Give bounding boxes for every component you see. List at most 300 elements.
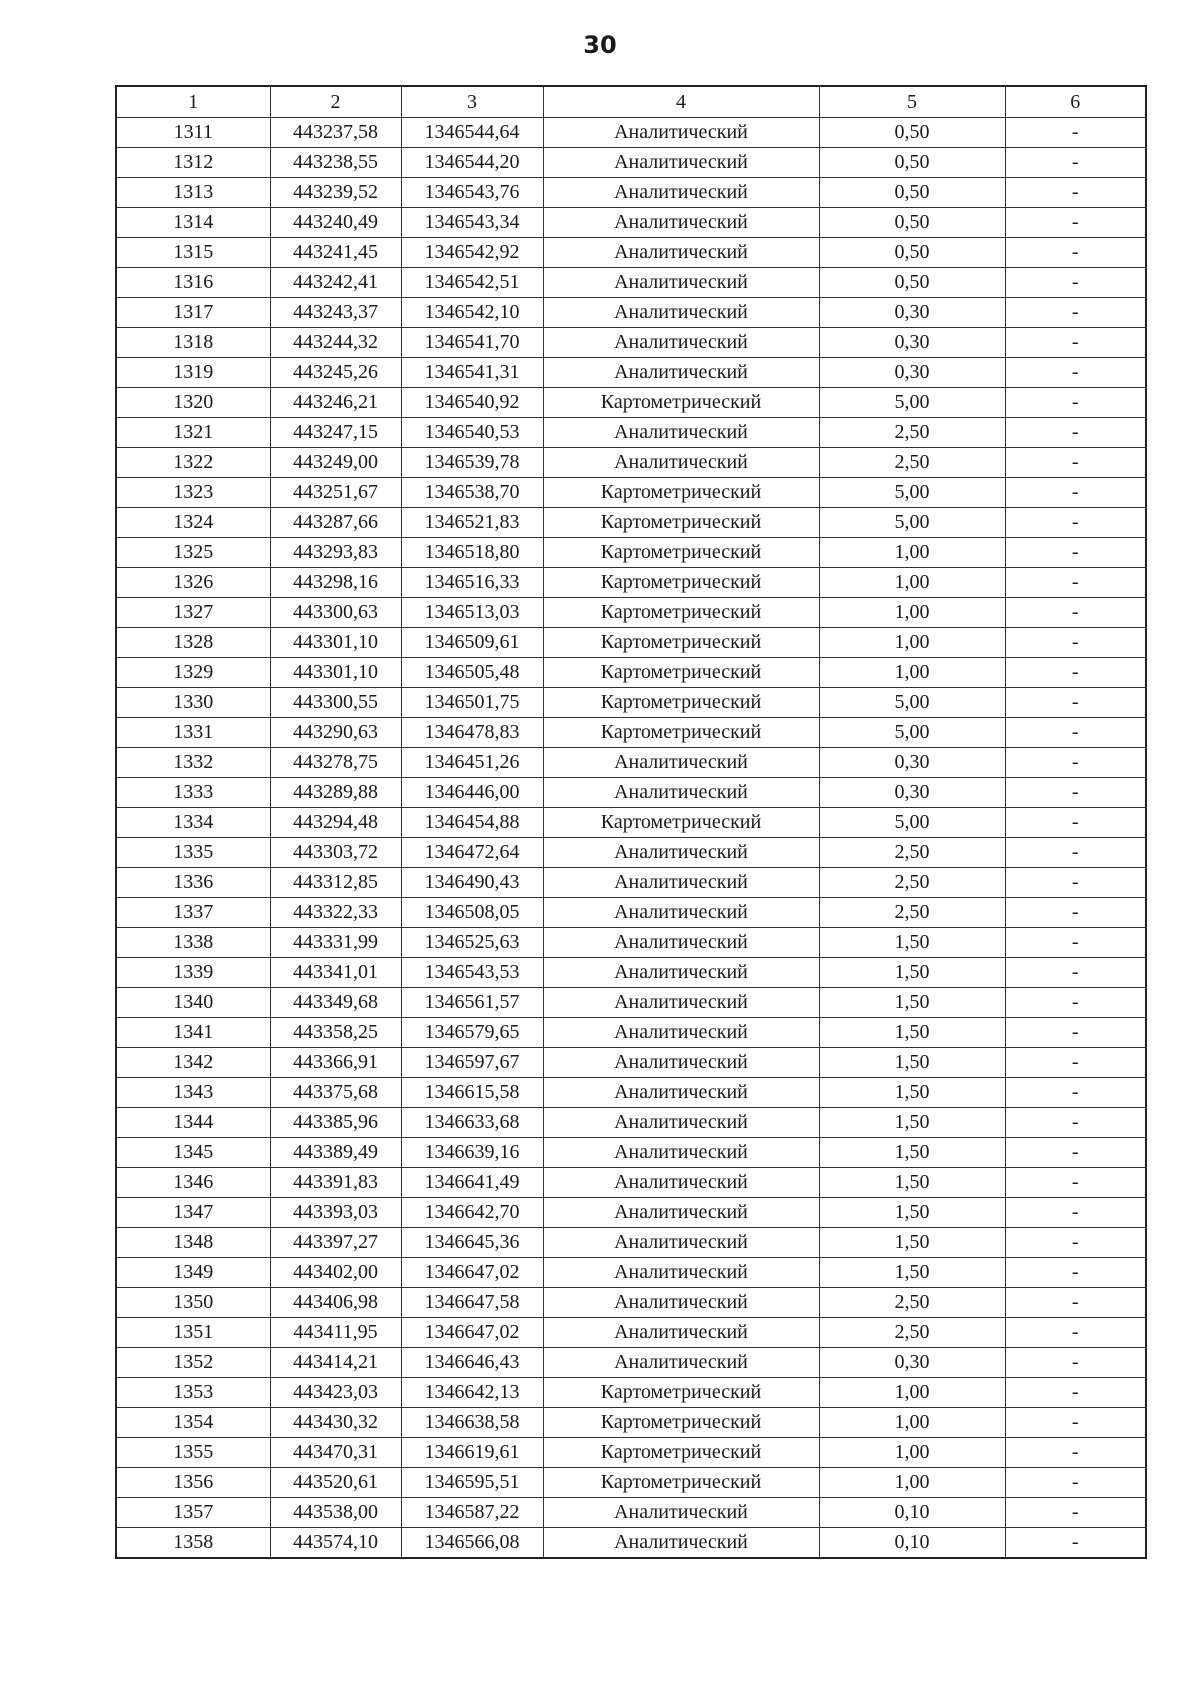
- note-cell: -: [1005, 1348, 1146, 1378]
- method-cell: Аналитический: [543, 1138, 819, 1168]
- y-coordinate-cell: 1346490,43: [401, 868, 543, 898]
- y-coordinate-cell: 1346642,13: [401, 1378, 543, 1408]
- table-row: [116, 1228, 1146, 1258]
- accuracy-cell: 2,50: [819, 418, 1005, 448]
- note-cell: -: [1005, 118, 1146, 148]
- note-cell: -: [1005, 748, 1146, 778]
- x-coordinate-cell: 443423,03: [270, 1378, 401, 1408]
- note-cell: -: [1005, 628, 1146, 658]
- accuracy-cell: 2,50: [819, 1318, 1005, 1348]
- accuracy-cell: 0,30: [819, 328, 1005, 358]
- table-row: [116, 448, 1146, 478]
- note-cell: -: [1005, 838, 1146, 868]
- point-number-cell: 1339: [116, 958, 270, 988]
- x-coordinate-cell: 443303,72: [270, 838, 401, 868]
- x-coordinate-cell: 443322,33: [270, 898, 401, 928]
- note-cell: -: [1005, 1108, 1146, 1138]
- accuracy-cell: 0,30: [819, 778, 1005, 808]
- method-cell: Картометрический: [543, 718, 819, 748]
- note-cell: -: [1005, 808, 1146, 838]
- method-cell: Аналитический: [543, 1048, 819, 1078]
- table-row: [116, 1408, 1146, 1438]
- accuracy-cell: 1,00: [819, 1438, 1005, 1468]
- method-cell: Картометрический: [543, 478, 819, 508]
- table-row: [116, 568, 1146, 598]
- accuracy-cell: 0,50: [819, 208, 1005, 238]
- x-coordinate-cell: 443251,67: [270, 478, 401, 508]
- table-row: [116, 898, 1146, 928]
- method-cell: Картометрический: [543, 658, 819, 688]
- point-number-cell: 1341: [116, 1018, 270, 1048]
- column-header-2: 2: [270, 86, 401, 118]
- point-number-cell: 1352: [116, 1348, 270, 1378]
- y-coordinate-cell: 1346521,83: [401, 508, 543, 538]
- accuracy-cell: 1,50: [819, 928, 1005, 958]
- x-coordinate-cell: 443290,63: [270, 718, 401, 748]
- x-coordinate-cell: 443397,27: [270, 1228, 401, 1258]
- y-coordinate-cell: 1346645,36: [401, 1228, 543, 1258]
- accuracy-cell: 0,30: [819, 358, 1005, 388]
- table-row: [116, 868, 1146, 898]
- accuracy-cell: 1,50: [819, 1048, 1005, 1078]
- x-coordinate-cell: 443391,83: [270, 1168, 401, 1198]
- note-cell: -: [1005, 1138, 1146, 1168]
- x-coordinate-cell: 443574,10: [270, 1528, 401, 1559]
- x-coordinate-cell: 443240,49: [270, 208, 401, 238]
- note-cell: -: [1005, 1198, 1146, 1228]
- table-row: [116, 628, 1146, 658]
- point-number-cell: 1314: [116, 208, 270, 238]
- point-number-cell: 1354: [116, 1408, 270, 1438]
- x-coordinate-cell: 443244,32: [270, 328, 401, 358]
- accuracy-cell: 1,50: [819, 1228, 1005, 1258]
- note-cell: -: [1005, 988, 1146, 1018]
- header-row: [116, 86, 1146, 118]
- method-cell: Картометрический: [543, 1438, 819, 1468]
- point-number-cell: 1315: [116, 238, 270, 268]
- x-coordinate-cell: 443414,21: [270, 1348, 401, 1378]
- y-coordinate-cell: 1346646,43: [401, 1348, 543, 1378]
- method-cell: Картометрический: [543, 808, 819, 838]
- accuracy-cell: 1,00: [819, 568, 1005, 598]
- point-number-cell: 1316: [116, 268, 270, 298]
- note-cell: -: [1005, 388, 1146, 418]
- table-row: [116, 1048, 1146, 1078]
- point-number-cell: 1345: [116, 1138, 270, 1168]
- note-cell: -: [1005, 568, 1146, 598]
- y-coordinate-cell: 1346597,67: [401, 1048, 543, 1078]
- note-cell: -: [1005, 448, 1146, 478]
- point-number-cell: 1338: [116, 928, 270, 958]
- table-row: [116, 1438, 1146, 1468]
- method-cell: Аналитический: [543, 178, 819, 208]
- x-coordinate-cell: 443298,16: [270, 568, 401, 598]
- accuracy-cell: 1,50: [819, 1078, 1005, 1108]
- point-number-cell: 1322: [116, 448, 270, 478]
- accuracy-cell: 1,00: [819, 628, 1005, 658]
- x-coordinate-cell: 443301,10: [270, 658, 401, 688]
- note-cell: -: [1005, 148, 1146, 178]
- accuracy-cell: 2,50: [819, 898, 1005, 928]
- page-number: 30: [583, 31, 617, 59]
- y-coordinate-cell: 1346513,03: [401, 598, 543, 628]
- accuracy-cell: 1,50: [819, 1198, 1005, 1228]
- note-cell: -: [1005, 298, 1146, 328]
- note-cell: -: [1005, 508, 1146, 538]
- note-cell: -: [1005, 1318, 1146, 1348]
- note-cell: -: [1005, 928, 1146, 958]
- point-number-cell: 1351: [116, 1318, 270, 1348]
- point-number-cell: 1324: [116, 508, 270, 538]
- note-cell: -: [1005, 1078, 1146, 1108]
- point-number-cell: 1327: [116, 598, 270, 628]
- x-coordinate-cell: 443349,68: [270, 988, 401, 1018]
- table-header: [116, 86, 1146, 118]
- x-coordinate-cell: 443385,96: [270, 1108, 401, 1138]
- accuracy-cell: 1,50: [819, 1138, 1005, 1168]
- point-number-cell: 1329: [116, 658, 270, 688]
- method-cell: Аналитический: [543, 118, 819, 148]
- note-cell: -: [1005, 718, 1146, 748]
- note-cell: -: [1005, 1438, 1146, 1468]
- column-header-1: 1: [116, 86, 270, 118]
- x-coordinate-cell: 443430,32: [270, 1408, 401, 1438]
- method-cell: Аналитический: [543, 1018, 819, 1048]
- y-coordinate-cell: 1346446,00: [401, 778, 543, 808]
- x-coordinate-cell: 443242,41: [270, 268, 401, 298]
- point-number-cell: 1330: [116, 688, 270, 718]
- note-cell: -: [1005, 208, 1146, 238]
- point-number-cell: 1336: [116, 868, 270, 898]
- table-row: [116, 808, 1146, 838]
- accuracy-cell: 0,30: [819, 298, 1005, 328]
- table-row: [116, 1198, 1146, 1228]
- table-row: [116, 1348, 1146, 1378]
- method-cell: Аналитический: [543, 208, 819, 238]
- y-coordinate-cell: 1346543,34: [401, 208, 543, 238]
- note-cell: -: [1005, 1378, 1146, 1408]
- accuracy-cell: 0,50: [819, 178, 1005, 208]
- note-cell: -: [1005, 958, 1146, 988]
- y-coordinate-cell: 1346451,26: [401, 748, 543, 778]
- accuracy-cell: 0,50: [819, 148, 1005, 178]
- x-coordinate-cell: 443239,52: [270, 178, 401, 208]
- x-coordinate-cell: 443246,21: [270, 388, 401, 418]
- table-row: [116, 358, 1146, 388]
- accuracy-cell: 5,00: [819, 508, 1005, 538]
- y-coordinate-cell: 1346525,63: [401, 928, 543, 958]
- y-coordinate-cell: 1346541,70: [401, 328, 543, 358]
- x-coordinate-cell: 443301,10: [270, 628, 401, 658]
- point-number-cell: 1337: [116, 898, 270, 928]
- method-cell: Аналитический: [543, 148, 819, 178]
- method-cell: Картометрический: [543, 1408, 819, 1438]
- table-row: [116, 1018, 1146, 1048]
- y-coordinate-cell: 1346647,02: [401, 1258, 543, 1288]
- table-row: [116, 1498, 1146, 1528]
- method-cell: Картометрический: [543, 568, 819, 598]
- point-number-cell: 1318: [116, 328, 270, 358]
- method-cell: Аналитический: [543, 268, 819, 298]
- method-cell: Аналитический: [543, 898, 819, 928]
- table-row: [116, 508, 1146, 538]
- table-row: [116, 148, 1146, 178]
- y-coordinate-cell: 1346579,65: [401, 1018, 543, 1048]
- method-cell: Картометрический: [543, 1378, 819, 1408]
- y-coordinate-cell: 1346642,70: [401, 1198, 543, 1228]
- method-cell: Аналитический: [543, 448, 819, 478]
- accuracy-cell: 1,50: [819, 1018, 1005, 1048]
- point-number-cell: 1342: [116, 1048, 270, 1078]
- note-cell: -: [1005, 1018, 1146, 1048]
- y-coordinate-cell: 1346561,57: [401, 988, 543, 1018]
- accuracy-cell: 1,50: [819, 958, 1005, 988]
- y-coordinate-cell: 1346542,92: [401, 238, 543, 268]
- table-row: [116, 418, 1146, 448]
- note-cell: -: [1005, 778, 1146, 808]
- table-row: [116, 238, 1146, 268]
- method-cell: Аналитический: [543, 868, 819, 898]
- accuracy-cell: 2,50: [819, 1288, 1005, 1318]
- x-coordinate-cell: 443249,00: [270, 448, 401, 478]
- table-row: [116, 1378, 1146, 1408]
- x-coordinate-cell: 443278,75: [270, 748, 401, 778]
- x-coordinate-cell: 443406,98: [270, 1288, 401, 1318]
- y-coordinate-cell: 1346509,61: [401, 628, 543, 658]
- x-coordinate-cell: 443358,25: [270, 1018, 401, 1048]
- x-coordinate-cell: 443237,58: [270, 118, 401, 148]
- accuracy-cell: 1,00: [819, 1408, 1005, 1438]
- column-header-4: 4: [543, 86, 819, 118]
- accuracy-cell: 0,30: [819, 748, 1005, 778]
- point-number-cell: 1333: [116, 778, 270, 808]
- x-coordinate-cell: 443402,00: [270, 1258, 401, 1288]
- y-coordinate-cell: 1346566,08: [401, 1528, 543, 1559]
- method-cell: Картометрический: [543, 538, 819, 568]
- y-coordinate-cell: 1346516,33: [401, 568, 543, 598]
- point-number-cell: 1346: [116, 1168, 270, 1198]
- y-coordinate-cell: 1346478,83: [401, 718, 543, 748]
- y-coordinate-cell: 1346542,51: [401, 268, 543, 298]
- x-coordinate-cell: 443411,95: [270, 1318, 401, 1348]
- y-coordinate-cell: 1346505,48: [401, 658, 543, 688]
- y-coordinate-cell: 1346543,76: [401, 178, 543, 208]
- note-cell: -: [1005, 1408, 1146, 1438]
- x-coordinate-cell: 443331,99: [270, 928, 401, 958]
- point-number-cell: 1350: [116, 1288, 270, 1318]
- note-cell: -: [1005, 868, 1146, 898]
- method-cell: Картометрический: [543, 688, 819, 718]
- method-cell: Аналитический: [543, 1078, 819, 1108]
- method-cell: Аналитический: [543, 1108, 819, 1138]
- table-row: [116, 1318, 1146, 1348]
- table-row: [116, 1138, 1146, 1168]
- point-number-cell: 1326: [116, 568, 270, 598]
- note-cell: -: [1005, 358, 1146, 388]
- table-row: [116, 118, 1146, 148]
- note-cell: -: [1005, 688, 1146, 718]
- table-row: [116, 658, 1146, 688]
- accuracy-cell: 0,10: [819, 1498, 1005, 1528]
- method-cell: Картометрический: [543, 628, 819, 658]
- point-number-cell: 1319: [116, 358, 270, 388]
- table-row: [116, 718, 1146, 748]
- y-coordinate-cell: 1346541,31: [401, 358, 543, 388]
- accuracy-cell: 0,10: [819, 1528, 1005, 1559]
- method-cell: Аналитический: [543, 328, 819, 358]
- note-cell: -: [1005, 1468, 1146, 1498]
- x-coordinate-cell: 443294,48: [270, 808, 401, 838]
- y-coordinate-cell: 1346639,16: [401, 1138, 543, 1168]
- point-number-cell: 1357: [116, 1498, 270, 1528]
- note-cell: -: [1005, 1048, 1146, 1078]
- method-cell: Аналитический: [543, 1348, 819, 1378]
- point-number-cell: 1332: [116, 748, 270, 778]
- point-number-cell: 1321: [116, 418, 270, 448]
- table-row: [116, 1528, 1146, 1559]
- x-coordinate-cell: 443375,68: [270, 1078, 401, 1108]
- x-coordinate-cell: 443243,37: [270, 298, 401, 328]
- accuracy-cell: 1,50: [819, 1258, 1005, 1288]
- table-row: [116, 328, 1146, 358]
- accuracy-cell: 5,00: [819, 688, 1005, 718]
- note-cell: -: [1005, 1228, 1146, 1258]
- point-number-cell: 1312: [116, 148, 270, 178]
- column-header-6: 6: [1005, 86, 1146, 118]
- note-cell: -: [1005, 598, 1146, 628]
- point-number-cell: 1358: [116, 1528, 270, 1559]
- note-cell: -: [1005, 1288, 1146, 1318]
- x-coordinate-cell: 443293,83: [270, 538, 401, 568]
- y-coordinate-cell: 1346619,61: [401, 1438, 543, 1468]
- table-row: [116, 1288, 1146, 1318]
- y-coordinate-cell: 1346543,53: [401, 958, 543, 988]
- y-coordinate-cell: 1346538,70: [401, 478, 543, 508]
- point-number-cell: 1355: [116, 1438, 270, 1468]
- accuracy-cell: 1,50: [819, 1168, 1005, 1198]
- point-number-cell: 1344: [116, 1108, 270, 1138]
- x-coordinate-cell: 443389,49: [270, 1138, 401, 1168]
- accuracy-cell: 0,30: [819, 1348, 1005, 1378]
- point-number-cell: 1353: [116, 1378, 270, 1408]
- x-coordinate-cell: 443245,26: [270, 358, 401, 388]
- accuracy-cell: 5,00: [819, 808, 1005, 838]
- y-coordinate-cell: 1346615,58: [401, 1078, 543, 1108]
- method-cell: Аналитический: [543, 298, 819, 328]
- table-row: [116, 478, 1146, 508]
- method-cell: Аналитический: [543, 1498, 819, 1528]
- x-coordinate-cell: 443312,85: [270, 868, 401, 898]
- accuracy-cell: 1,00: [819, 538, 1005, 568]
- note-cell: -: [1005, 328, 1146, 358]
- method-cell: Аналитический: [543, 1168, 819, 1198]
- table-row: [116, 1078, 1146, 1108]
- column-header-5: 5: [819, 86, 1005, 118]
- table-row: [116, 838, 1146, 868]
- accuracy-cell: 2,50: [819, 868, 1005, 898]
- note-cell: -: [1005, 418, 1146, 448]
- point-number-cell: 1340: [116, 988, 270, 1018]
- table-row: [116, 1258, 1146, 1288]
- y-coordinate-cell: 1346647,58: [401, 1288, 543, 1318]
- method-cell: Аналитический: [543, 1318, 819, 1348]
- coordinates-table: [115, 85, 1147, 1559]
- note-cell: -: [1005, 178, 1146, 208]
- table-row: [116, 958, 1146, 988]
- note-cell: -: [1005, 478, 1146, 508]
- note-cell: -: [1005, 268, 1146, 298]
- accuracy-cell: 1,50: [819, 988, 1005, 1018]
- point-number-cell: 1348: [116, 1228, 270, 1258]
- accuracy-cell: 0,50: [819, 238, 1005, 268]
- note-cell: -: [1005, 1258, 1146, 1288]
- accuracy-cell: 1,00: [819, 1378, 1005, 1408]
- table-row: [116, 748, 1146, 778]
- x-coordinate-cell: 443287,66: [270, 508, 401, 538]
- point-number-cell: 1325: [116, 538, 270, 568]
- accuracy-cell: 2,50: [819, 838, 1005, 868]
- note-cell: -: [1005, 538, 1146, 568]
- x-coordinate-cell: 443393,03: [270, 1198, 401, 1228]
- method-cell: Картометрический: [543, 388, 819, 418]
- accuracy-cell: 1,00: [819, 598, 1005, 628]
- x-coordinate-cell: 443238,55: [270, 148, 401, 178]
- point-number-cell: 1343: [116, 1078, 270, 1108]
- x-coordinate-cell: 443538,00: [270, 1498, 401, 1528]
- accuracy-cell: 1,50: [819, 1108, 1005, 1138]
- note-cell: -: [1005, 898, 1146, 928]
- y-coordinate-cell: 1346544,20: [401, 148, 543, 178]
- y-coordinate-cell: 1346633,68: [401, 1108, 543, 1138]
- x-coordinate-cell: 443247,15: [270, 418, 401, 448]
- table-body: [116, 118, 1146, 1559]
- method-cell: Аналитический: [543, 928, 819, 958]
- table-row: [116, 268, 1146, 298]
- table-row: [116, 1108, 1146, 1138]
- y-coordinate-cell: 1346540,92: [401, 388, 543, 418]
- y-coordinate-cell: 1346518,80: [401, 538, 543, 568]
- y-coordinate-cell: 1346587,22: [401, 1498, 543, 1528]
- method-cell: Аналитический: [543, 1528, 819, 1559]
- accuracy-cell: 5,00: [819, 478, 1005, 508]
- accuracy-cell: 2,50: [819, 448, 1005, 478]
- y-coordinate-cell: 1346472,64: [401, 838, 543, 868]
- y-coordinate-cell: 1346647,02: [401, 1318, 543, 1348]
- y-coordinate-cell: 1346539,78: [401, 448, 543, 478]
- accuracy-cell: 0,50: [819, 118, 1005, 148]
- y-coordinate-cell: 1346501,75: [401, 688, 543, 718]
- x-coordinate-cell: 443300,63: [270, 598, 401, 628]
- table-row: [116, 688, 1146, 718]
- method-cell: Аналитический: [543, 958, 819, 988]
- method-cell: Картометрический: [543, 508, 819, 538]
- method-cell: Аналитический: [543, 1228, 819, 1258]
- table-row: [116, 928, 1146, 958]
- x-coordinate-cell: 443520,61: [270, 1468, 401, 1498]
- point-number-cell: 1311: [116, 118, 270, 148]
- method-cell: Аналитический: [543, 838, 819, 868]
- table-row: [116, 1168, 1146, 1198]
- note-cell: -: [1005, 238, 1146, 268]
- method-cell: Аналитический: [543, 778, 819, 808]
- method-cell: Аналитический: [543, 418, 819, 448]
- point-number-cell: 1320: [116, 388, 270, 418]
- table-row: [116, 298, 1146, 328]
- table-row: [116, 778, 1146, 808]
- method-cell: Аналитический: [543, 238, 819, 268]
- table-row: [116, 1468, 1146, 1498]
- column-header-3: 3: [401, 86, 543, 118]
